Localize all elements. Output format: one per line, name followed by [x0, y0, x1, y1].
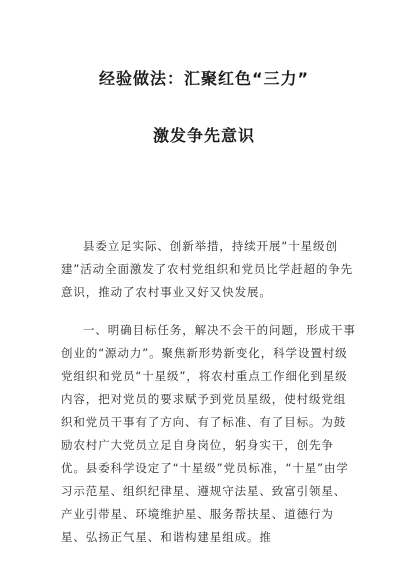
- document-title: 经验做法：汇聚红色“三力”: [98, 69, 310, 88]
- document-subtitle: 激发争先意识: [152, 126, 255, 145]
- paragraph-intro: 县委立足实际、创新举措，持续开展“十星级创建”活动全面激发了农村党组织和党员比学赶超的争先意识，推动了农村事业又好又快发展。: [61, 239, 354, 299]
- paragraph-section-1: 一、明确目标任务，解决不会干的问题，形成干事创业的“源动力”。聚焦新形势新变化，科学设置村级党组织和党员“十星级”，将农村重点工作细化到星级内容，把对党员的要求赋予到党员星级，使村级党组织和党员干事有了方向、有了标准、有了目标。为鼓励农村广大党员立足自身岗位，躬身实干，创先争优。县委科学设定了“十星级”党员标准，“十星”由学习示范星、组织纪律星、遵规守法星、致富引领星、产业引带星、环境维护星、服务帮扶星、道德行为星、弘扬正气星、和谐构建星组成。推: [61, 323, 356, 544]
